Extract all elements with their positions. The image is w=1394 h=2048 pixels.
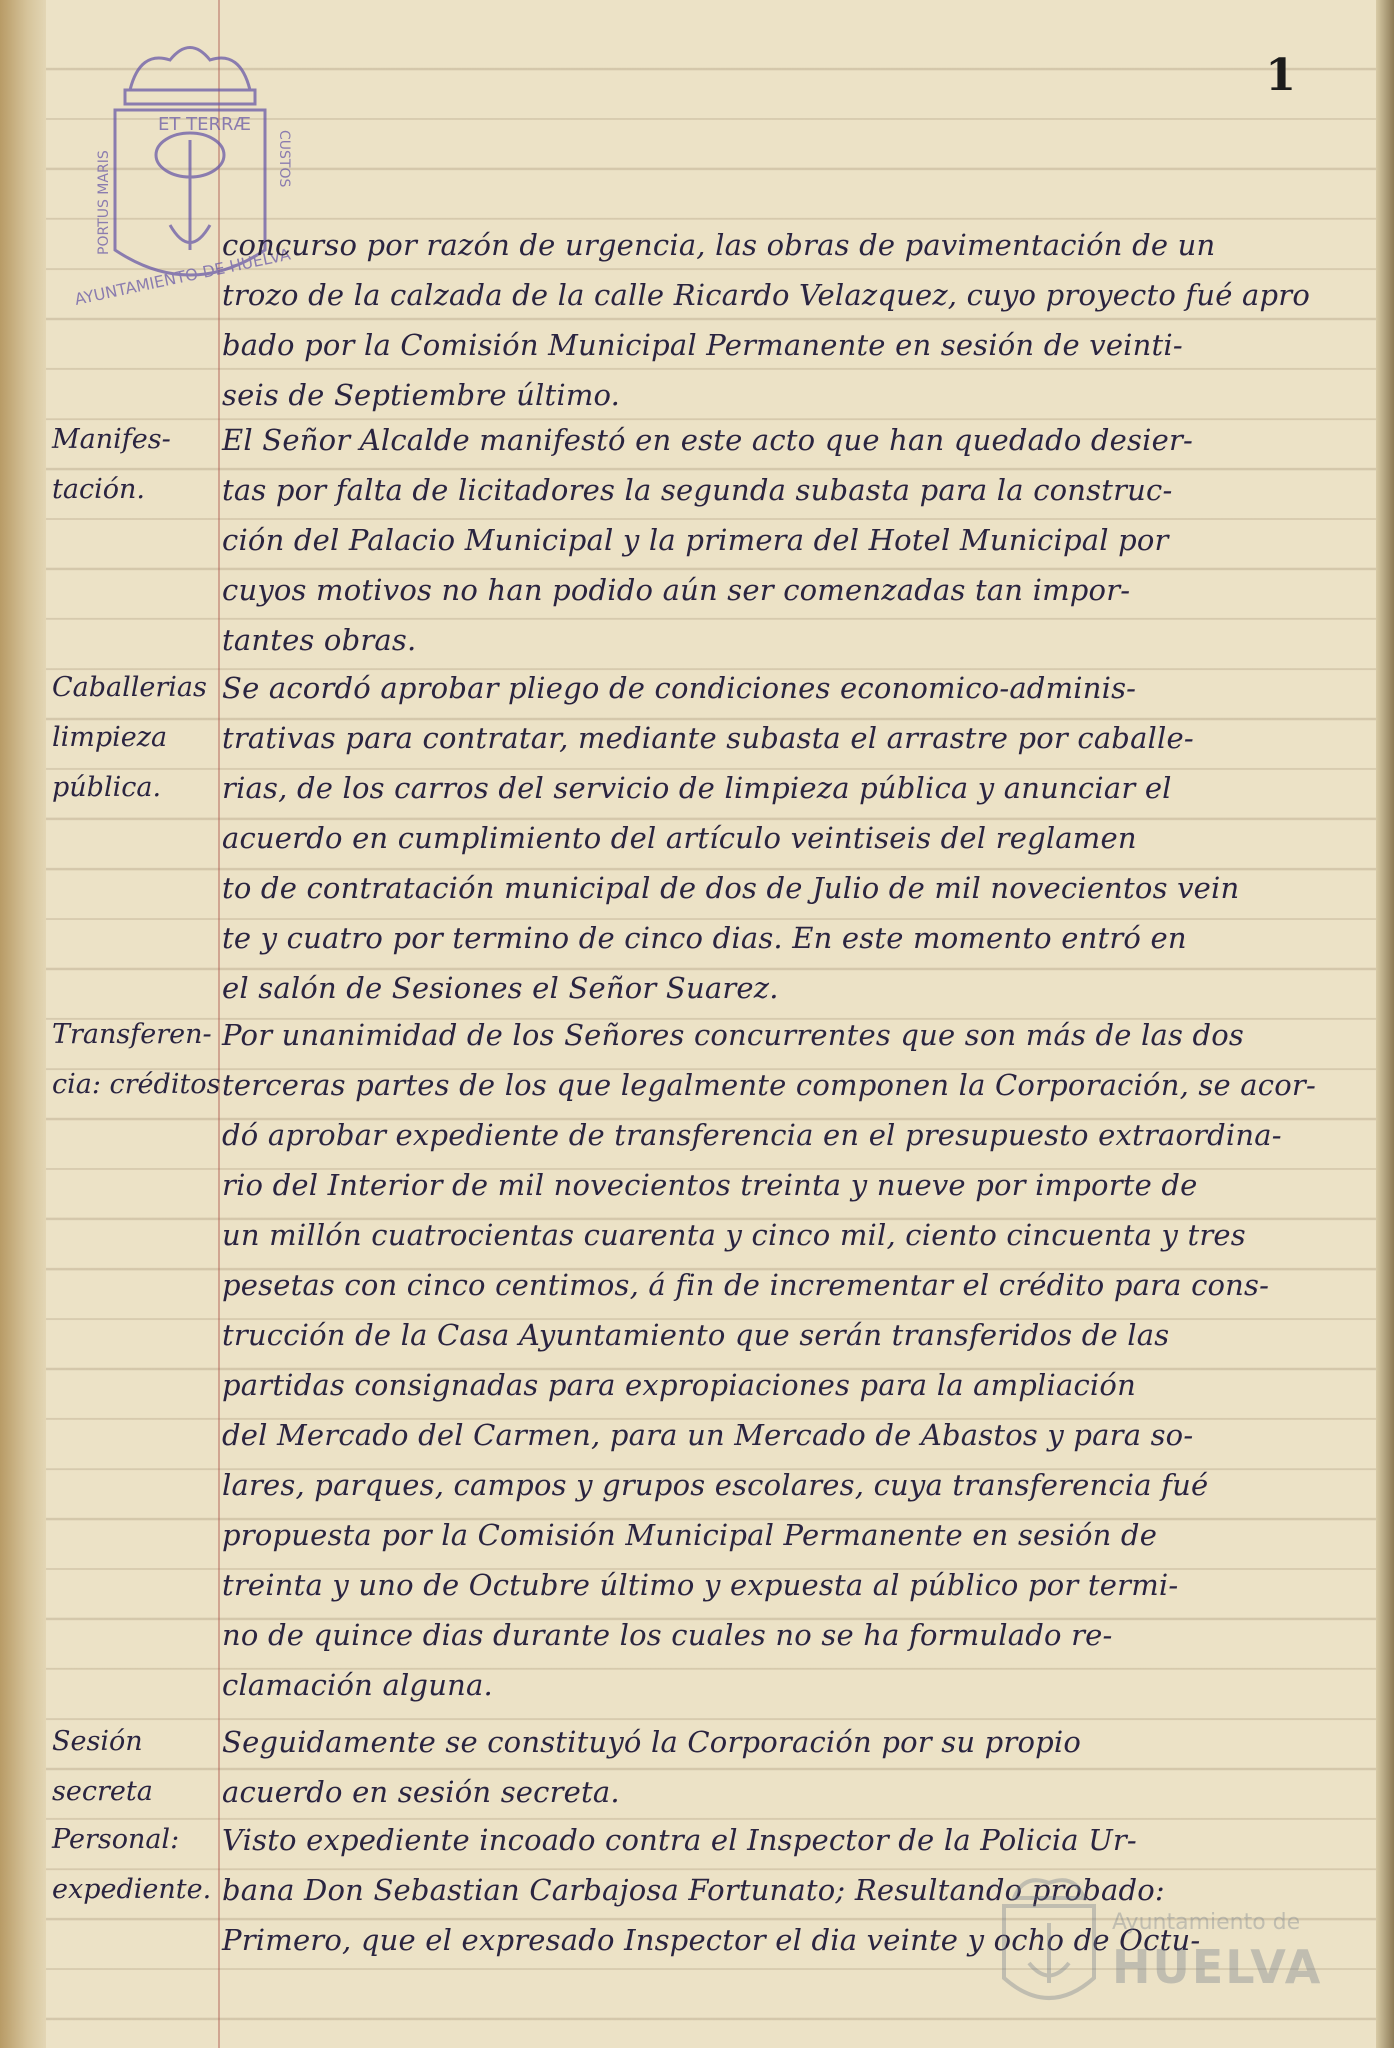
entry-body	[222, 220, 1372, 420]
text-line: concurso por razón de urgencia, las obras de pavimentación de un	[222, 228, 1216, 262]
margin-heading	[52, 663, 227, 813]
text-line: no de quince dias durante los cuales no se ha formulado re-	[222, 1618, 1113, 1652]
text-line: cuyos motivos no han podido aún ser comenzadas tan impor-	[222, 573, 1131, 607]
text-line: trucción de la Casa Ayuntamiento que serán transferidos de las	[222, 1318, 1170, 1352]
text-line: tas por falta de licitadores la segunda subasta para la construc-	[222, 473, 1173, 507]
margin-line: secreta	[52, 1776, 153, 1807]
text-line: terceras partes de los que legalmente componen la Corporación, se acor-	[222, 1068, 1316, 1102]
huelva-watermark	[994, 1868, 1354, 2028]
text-line: ción del Palacio Municipal y la primera del Hotel Municipal por	[222, 523, 1169, 557]
margin-line: Transferen-	[52, 1019, 212, 1050]
text-line: trozo de la calzada de la calle Ricardo Velazquez, cuyo proyecto fué apro	[222, 278, 1310, 312]
margin-line: cia: créditos	[52, 1069, 221, 1100]
text-line: Visto expediente incoado contra el Inspector de la Policia Ur-	[222, 1823, 1137, 1857]
margin-line: limpieza	[52, 722, 168, 753]
watermark-line2: HUELVA	[1112, 1940, 1323, 1994]
text-line: treinta y uno de Octubre último y expuesta al público por termi-	[222, 1568, 1179, 1602]
margin-line: tación.	[52, 474, 145, 505]
text-line: bado por la Comisión Municipal Permanente en sesión de veinti-	[222, 328, 1183, 362]
text-line: pesetas con cinco centimos, á fin de incrementar el crédito para cons-	[222, 1268, 1270, 1302]
text-line: to de contratación municipal de dos de Julio de mil novecientos vein	[222, 871, 1240, 905]
text-line: partidas consignadas para expropiaciones para la ampliación	[222, 1368, 1136, 1402]
text-line: tantes obras.	[222, 623, 417, 657]
stamp-left-text: PORTUS MARIS	[96, 150, 112, 255]
text-line: Por unanimidad de los Señores concurrentes que son más de las dos	[222, 1018, 1244, 1052]
text-line: seis de Septiembre último.	[222, 378, 621, 412]
margin-line: Sesión	[52, 1726, 143, 1757]
text-line: te y cuatro por termino de cinco dias. En este momento entró en	[222, 921, 1187, 955]
margin-line: Personal:	[52, 1824, 180, 1855]
entry-body	[222, 415, 1372, 665]
text-line: clamación alguna.	[222, 1668, 493, 1702]
entry-body	[222, 1010, 1372, 1710]
text-line: Se acordó aprobar pliego de condiciones economico-adminis-	[222, 671, 1137, 705]
stamp-right-text: CUSTOS	[276, 130, 292, 188]
text-line: trativas para contratar, mediante subasta el arrastre por caballe-	[222, 721, 1194, 755]
text-line: bana Don Sebastian Carbajosa Fortunato; Resultando probado:	[222, 1873, 1165, 1907]
margin-line: Caballerias	[52, 672, 207, 703]
margin-line: expediente.	[52, 1874, 212, 1905]
book-binding-edge	[0, 0, 46, 2048]
text-line: lares, parques, campos y grupos escolares, cuya transferencia fué	[222, 1468, 1209, 1502]
text-line: El Señor Alcalde manifestó en este acto que han quedado desier-	[222, 423, 1194, 457]
stamp-bottom-text: AYUNTAMIENTO DE HUELVA	[72, 244, 293, 309]
text-line: Primero, que el expresado Inspector el dia veinte y ocho de Octu-	[222, 1923, 1201, 1957]
text-line: rio del Interior de mil novecientos treinta y nueve por importe de	[222, 1168, 1198, 1202]
huelva-crest-icon	[994, 1868, 1104, 2018]
text-line: del Mercado del Carmen, para un Mercado de Abastos y para so-	[222, 1418, 1194, 1452]
margin-heading	[52, 415, 227, 515]
text-line: propuesta por la Comisión Municipal Permanente en sesión de	[222, 1518, 1158, 1552]
stamp-top-text: ET TERRÆ	[158, 114, 252, 135]
page-edge	[1376, 0, 1394, 2048]
text-line: el salón de Sesiones el Señor Suarez.	[222, 971, 779, 1005]
text-line: un millón cuatrocientas cuarenta y cinco mil, ciento cincuenta y tres	[222, 1218, 1246, 1252]
margin-heading	[52, 1717, 227, 1817]
margin-heading	[52, 1010, 227, 1110]
text-line: Seguidamente se constituyó la Corporación por su propio	[222, 1725, 1082, 1759]
page-number: 1	[1265, 50, 1296, 101]
margin-line: Manifes-	[52, 424, 171, 455]
entry-body	[222, 663, 1372, 1013]
text-line: acuerdo en cumplimiento del artículo veintiseis del reglamen	[222, 821, 1137, 855]
text-line: dó aprobar expediente de transferencia en el presupuesto extraordina-	[222, 1118, 1282, 1152]
text-line: acuerdo en sesión secreta.	[222, 1775, 620, 1809]
text-line: rias, de los carros del servicio de limpieza pública y anunciar el	[222, 771, 1172, 805]
watermark-line1: Ayuntamiento de	[1112, 1910, 1301, 1935]
margin-line: pública.	[52, 772, 162, 803]
entry-body	[222, 1717, 1372, 1817]
margin-heading	[52, 1815, 227, 1915]
